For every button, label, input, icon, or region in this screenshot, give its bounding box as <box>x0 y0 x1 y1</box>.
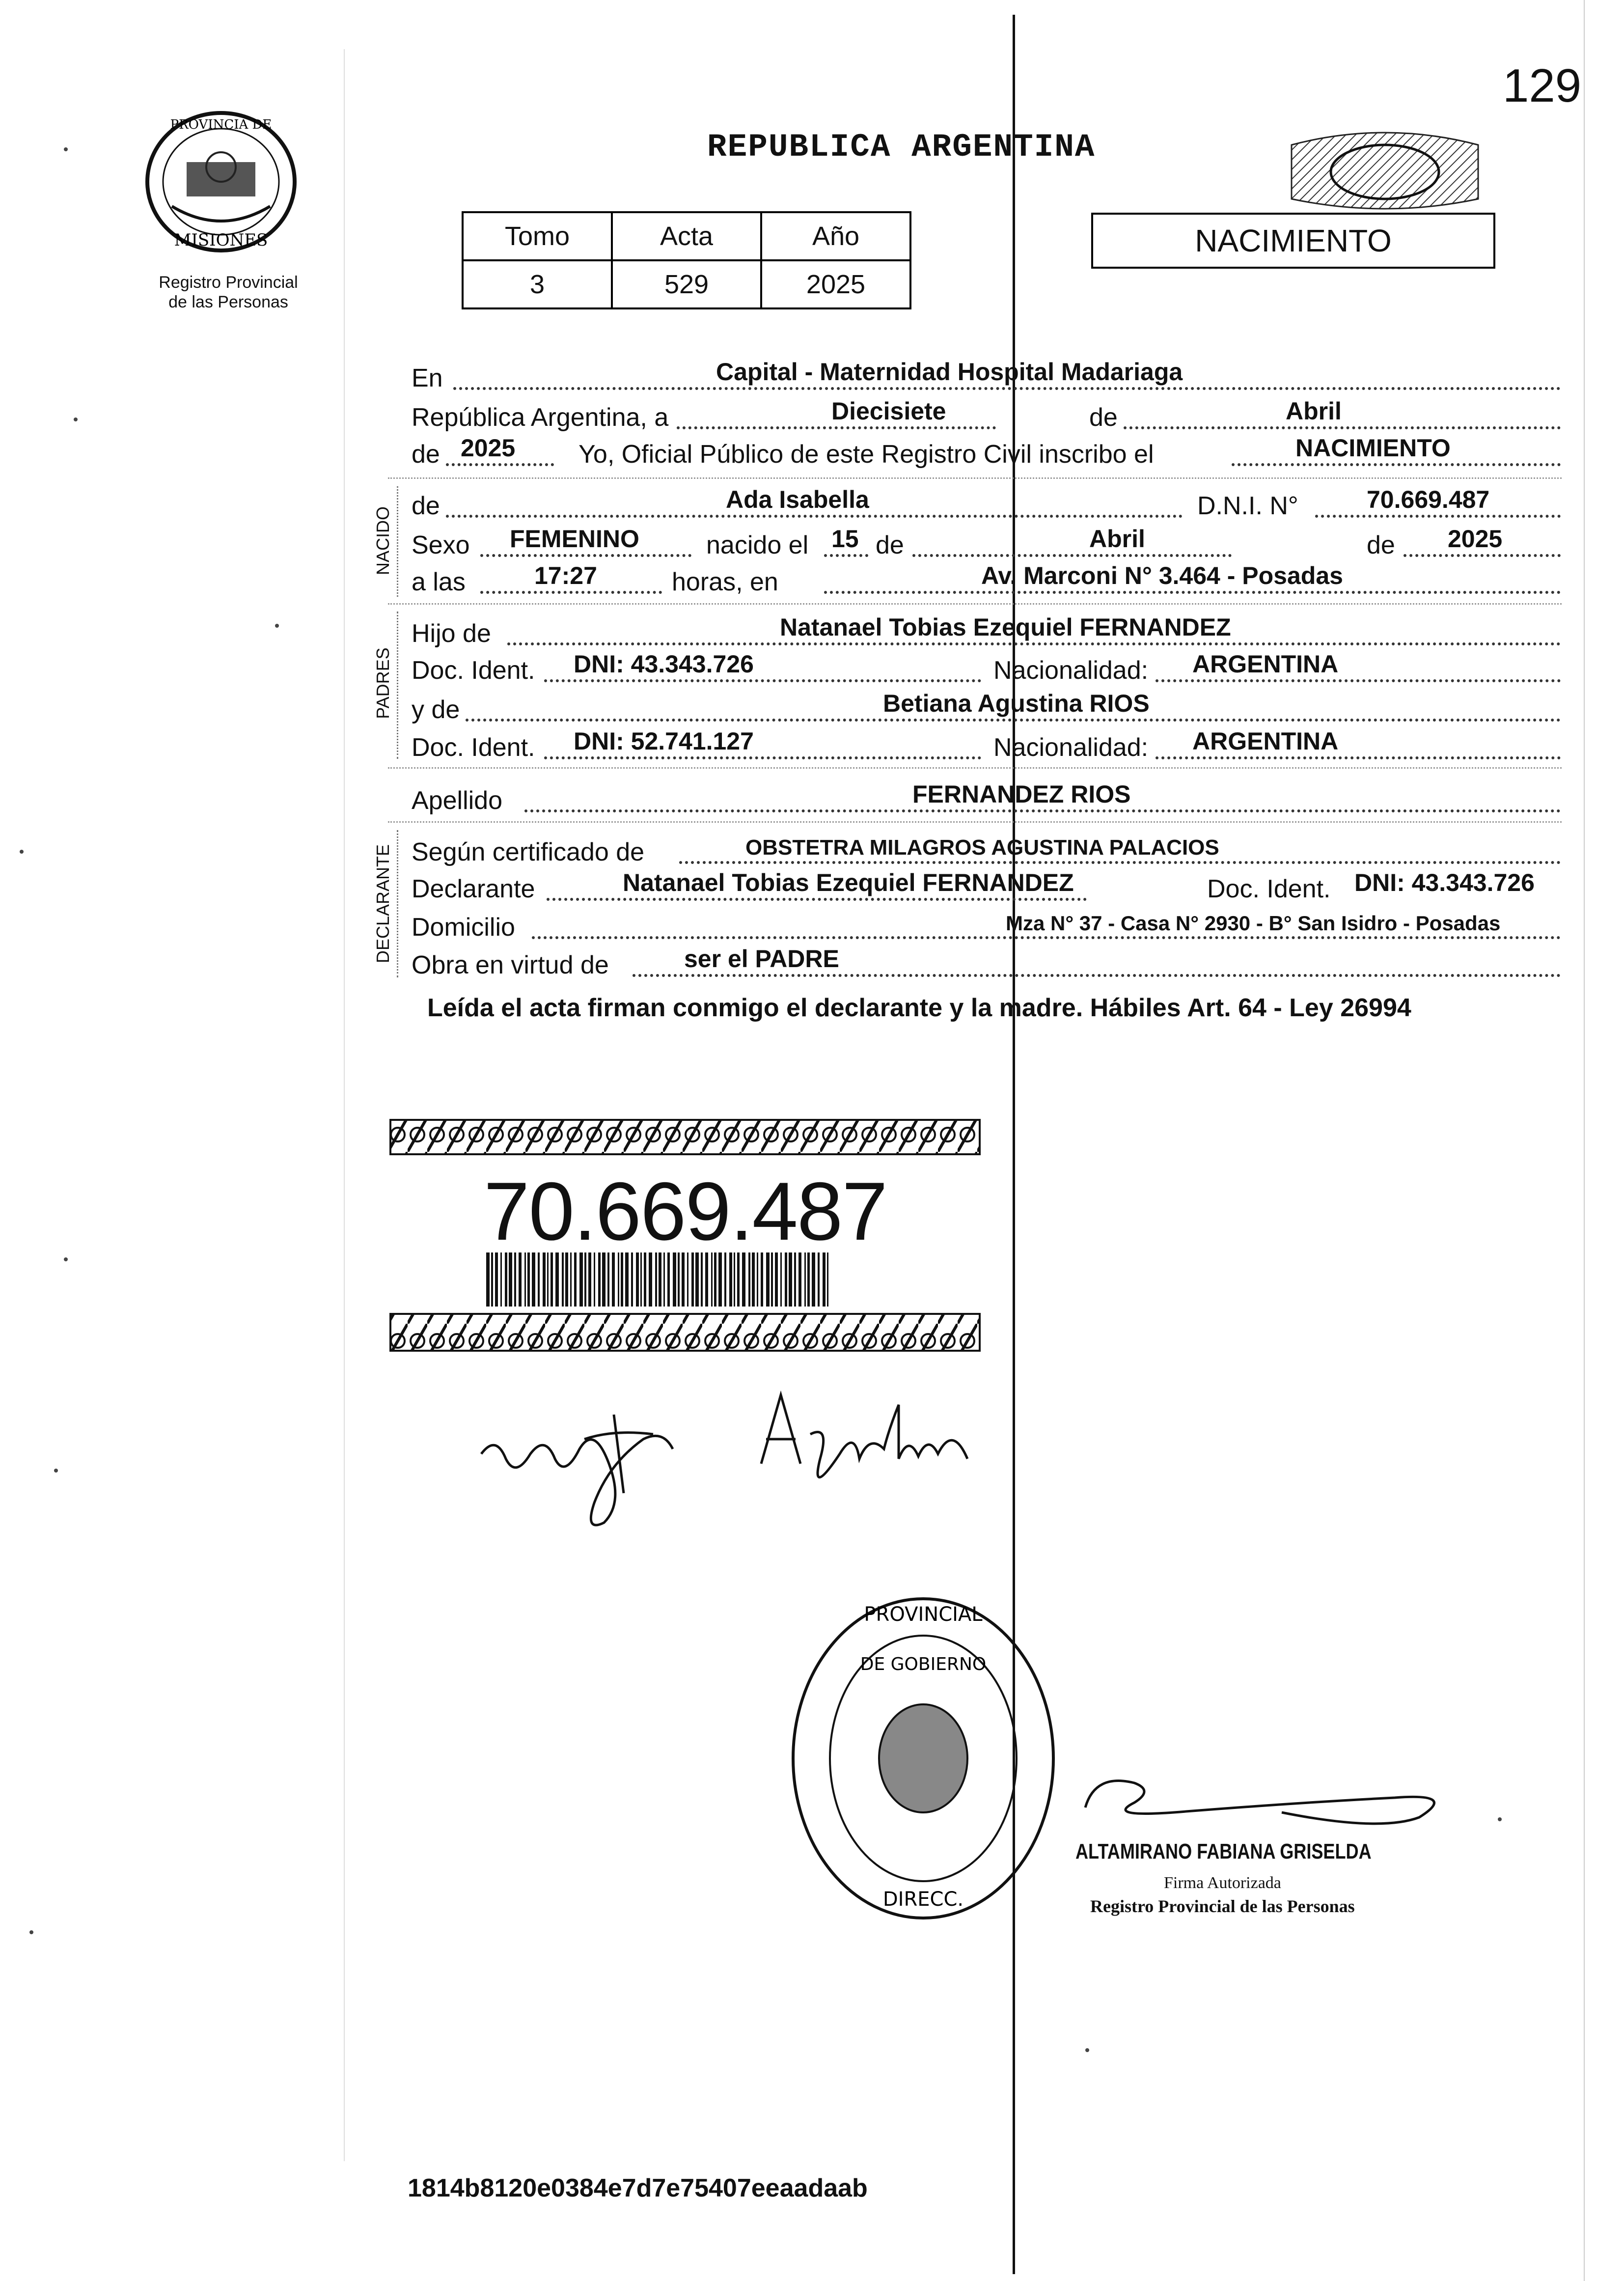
year-value: 2025 <box>461 434 516 462</box>
dotted-line <box>524 809 1561 812</box>
surname-value: FERNANDEZ RIOS <box>912 780 1131 808</box>
mother-nationality-value: ARGENTINA <box>1192 727 1339 755</box>
declarant-doc-value: DNI: 43.343.726 <box>1354 869 1535 896</box>
handwritten-signatures <box>467 1375 1031 1547</box>
authority-role: Firma Autorizada <box>1164 1874 1281 1892</box>
registry-label-line1: Registro Provincial <box>159 273 298 292</box>
row-declarante <box>412 864 1561 904</box>
act-table-acta: 529 <box>612 260 761 308</box>
act-table-header-anio: Año <box>761 212 910 260</box>
declarant-name-value: Natanael Tobias Ezequiel FERNANDEZ <box>623 869 1074 896</box>
a-las-label: a las <box>412 568 466 596</box>
left-border <box>344 49 345 2161</box>
svg-text:DIRECC.: DIRECC. <box>882 1888 964 1911</box>
child-name-value: Ada Isabella <box>726 486 869 513</box>
barcode-icon <box>486 1252 828 1307</box>
provincial-seal-icon <box>128 108 314 255</box>
nacido-label: nacido el <box>706 531 809 559</box>
segun-label: Según certificado de <box>412 838 645 866</box>
row-domicilio <box>412 903 1561 942</box>
row-en <box>412 354 1561 393</box>
mother-name-value: Betiana Agustina RIOS <box>883 690 1150 717</box>
security-band-top <box>390 1120 980 1154</box>
birth-time-value: 17:27 <box>534 562 597 589</box>
act-table-header-tomo: Tomo <box>463 212 612 260</box>
section-separator <box>388 477 1562 480</box>
dotted-line <box>824 554 868 557</box>
svg-text:PROVINCIA DE: PROVINCIA DE <box>170 117 272 132</box>
row-fecha <box>412 393 1561 432</box>
padres-brace <box>397 612 398 759</box>
dotted-line <box>446 463 554 466</box>
birth-place-value: Av. Marconi N° 3.464 - Posadas <box>981 562 1343 589</box>
row-sexo <box>412 521 1561 560</box>
dni-label: D.N.I. N° <box>1197 492 1298 520</box>
dotted-line <box>1315 515 1561 518</box>
de-label: de <box>1089 403 1118 432</box>
row-apellido <box>412 776 1561 815</box>
nacionalidad-label: Nacionalidad: <box>993 656 1149 685</box>
hologram-seal-icon <box>1287 125 1483 214</box>
dotted-line <box>544 756 981 759</box>
section-separator <box>388 767 1562 770</box>
dotted-line <box>1232 463 1561 466</box>
certificate-value: OBSTETRA MILAGROS AGUSTINA PALACIOS <box>745 835 1219 860</box>
sexo-label: Sexo <box>412 531 470 559</box>
dotted-line <box>677 426 996 429</box>
registry-label <box>125 273 331 312</box>
father-doc-value: DNI: 43.343.726 <box>574 650 754 678</box>
authority-office: Registro Provincial de las Personas <box>1090 1896 1355 1916</box>
section-separator <box>388 603 1562 606</box>
doc-ident-label: Doc. Ident. <box>1207 875 1331 903</box>
hijo-label: Hijo de <box>412 619 491 648</box>
relationship-value: ser el PADRE <box>684 945 839 973</box>
row-certificado <box>412 828 1561 867</box>
act-table-anio: 2025 <box>761 260 910 308</box>
en-label: En <box>412 364 443 392</box>
document-title: REPUBLICA ARGENTINA <box>707 129 1096 166</box>
act-type-box: NACIMIENTO <box>1091 213 1495 269</box>
dotted-line <box>1404 554 1561 557</box>
dotted-line <box>679 861 1561 864</box>
svg-text:DE GOBIERNO: DE GOBIERNO <box>860 1654 987 1674</box>
row-padre <box>412 609 1561 648</box>
dotted-line <box>480 591 662 594</box>
mother-doc-value: DNI: 52.741.127 <box>574 727 754 755</box>
padres-side-label: PADRES <box>373 647 393 719</box>
father-nationality-value: ARGENTINA <box>1192 650 1339 678</box>
dotted-line <box>1156 679 1561 682</box>
authority-name: ALTAMIRANO FABIANA GRISELDA <box>1075 1839 1372 1864</box>
dotted-line <box>912 554 1232 557</box>
republica-label: República Argentina, a <box>412 403 669 432</box>
nacionalidad-label: Nacionalidad: <box>993 733 1149 762</box>
de-label: de <box>1367 531 1395 559</box>
dotted-line <box>547 898 1087 901</box>
horas-en-label: horas, en <box>672 568 778 596</box>
registry-label-line2: de las Personas <box>168 293 288 311</box>
dotted-line <box>1156 756 1561 759</box>
row-hora <box>412 557 1561 597</box>
dni-large-number: 70.669.487 <box>484 1165 887 1257</box>
dotted-line <box>824 591 1561 594</box>
birth-month-value: Abril <box>1089 525 1145 553</box>
official-stamp-icon <box>786 1591 1061 1925</box>
closing-text: Leída el acta firman conmigo el declarante y la madre. Hábiles Art. 64 - Ley 26994 <box>427 994 1411 1022</box>
child-dni-value: 70.669.487 <box>1367 486 1490 513</box>
dotted-line <box>532 936 1561 939</box>
dotted-line <box>453 387 1561 390</box>
nacido-side-label: NACIDO <box>373 506 393 576</box>
oficial-text: Yo, Oficial Público de este Registro Civil inscribo el <box>578 440 1154 469</box>
nacido-brace <box>397 486 398 597</box>
dotted-line <box>446 515 1183 518</box>
act-table-tomo: 3 <box>463 260 612 308</box>
page-number: 129 <box>1503 59 1582 112</box>
dotted-line <box>480 554 691 557</box>
declarante-brace <box>397 830 398 977</box>
document-hash: 1814b8120e0384e7d7e75407eeaadaab <box>408 2174 868 2202</box>
act-table-header-acta: Acta <box>612 212 761 260</box>
row-padre-doc <box>412 646 1561 685</box>
row-inscripcion <box>412 430 1561 469</box>
father-name-value: Natanael Tobias Ezequiel FERNANDEZ <box>780 613 1231 641</box>
de-label: de <box>876 531 904 559</box>
apellido-label: Apellido <box>412 786 503 815</box>
row-obra <box>412 941 1561 980</box>
doc-label: Doc. Ident. <box>412 733 535 762</box>
address-value: Mza N° 37 - Casa N° 2930 - B° San Isidro - Posadas <box>1006 912 1501 935</box>
obra-label: Obra en virtud de <box>412 951 609 979</box>
domicilio-label: Domicilio <box>412 913 515 942</box>
svg-text:PROVINCIAL: PROVINCIAL <box>864 1603 983 1626</box>
dotted-line <box>507 642 1561 645</box>
place-value: Capital - Maternidad Hospital Madariaga <box>716 358 1183 386</box>
act-table <box>462 211 911 309</box>
declarante-side-label: DECLARANTE <box>373 844 393 963</box>
right-border <box>1584 0 1585 2281</box>
sex-value: FEMENINO <box>510 525 639 553</box>
dotted-line <box>633 974 1561 977</box>
declarante-label: Declarante <box>412 875 535 903</box>
doc-label: Doc. Ident. <box>412 656 535 685</box>
row-madre-doc <box>412 723 1561 762</box>
row-madre <box>412 685 1561 724</box>
security-band-bottom <box>390 1314 980 1351</box>
birth-day-value: 15 <box>831 525 859 553</box>
dotted-line <box>1124 426 1561 429</box>
birth-year-value: 2025 <box>1448 525 1503 553</box>
y-de-label: y de <box>412 695 460 724</box>
day-value: Diecisiete <box>831 397 946 425</box>
de-label: de <box>412 492 440 520</box>
row-nombre <box>412 481 1561 521</box>
authority-signature <box>1075 1763 1468 1837</box>
month-value: Abril <box>1286 397 1342 425</box>
dotted-line <box>544 679 981 682</box>
dotted-line <box>466 719 1561 722</box>
section-separator <box>388 821 1562 824</box>
de-label: de <box>412 440 440 469</box>
inscribe-value: NACIMIENTO <box>1295 434 1451 462</box>
svg-text:MISIONES: MISIONES <box>174 230 268 250</box>
